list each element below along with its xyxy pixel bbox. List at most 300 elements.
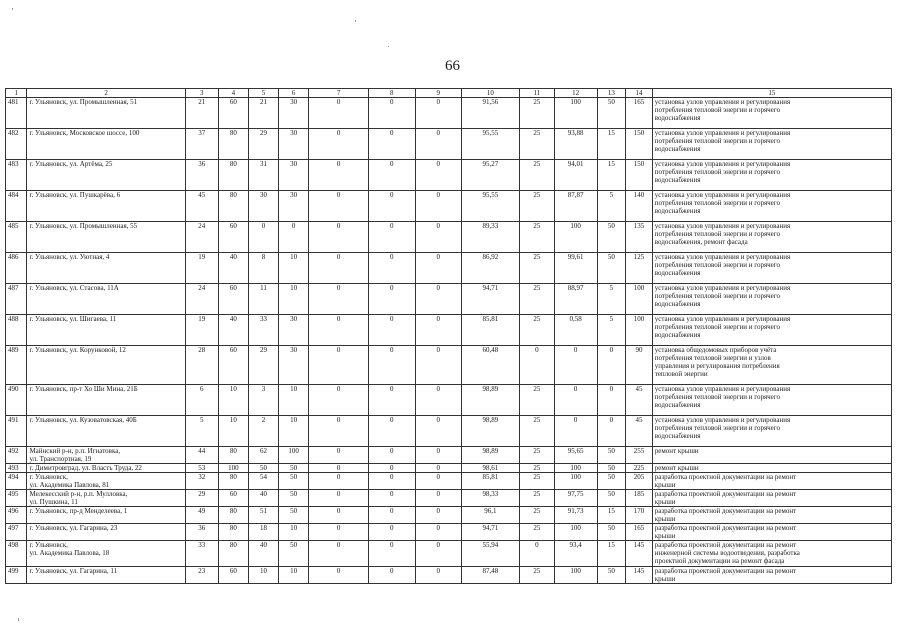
value-cell-c12: 95,65 — [554, 447, 597, 464]
value-cell-c8: 0 — [368, 541, 415, 567]
scan-speck — [18, 618, 19, 621]
table-row — [6, 129, 892, 160]
work-line: установка узлов управления и регулирования — [654, 385, 791, 393]
address-cell — [27, 160, 185, 191]
table-row — [6, 507, 892, 524]
value-cell-c3: 36 — [185, 524, 218, 541]
value-cell-c9: 0 — [415, 567, 461, 584]
address-line: г. Ульяновск, — [29, 541, 68, 549]
value-cell-c14: 165 — [626, 524, 653, 541]
col-header: 13 — [597, 89, 626, 98]
work-line: водоснабжения — [654, 269, 701, 277]
work-line: разработка проектной документации на ремонт — [654, 490, 797, 498]
value-cell-c14: 225 — [626, 464, 653, 473]
value-cell-c11: 25 — [519, 315, 554, 346]
value-cell-c14: 140 — [626, 191, 653, 222]
work-line: установка узлов управления и регулирования — [654, 253, 791, 261]
value-cell-c11: 25 — [519, 129, 554, 160]
value-cell-c11: 25 — [519, 253, 554, 284]
work-line: потребления тепловой энергии и горячего — [654, 292, 780, 300]
value-cell-c3: 44 — [185, 447, 218, 464]
value-cell-c13: 15 — [597, 160, 626, 191]
work-line: крыши — [654, 515, 676, 523]
value-cell-c11: 25 — [519, 490, 554, 507]
value-cell-c13: 15 — [597, 129, 626, 160]
table-row — [6, 524, 892, 541]
value-cell-c3: 28 — [185, 346, 218, 385]
value-cell-c11: 0 — [519, 541, 554, 567]
value-cell-c5: 31 — [249, 160, 279, 191]
value-cell-c14: 150 — [626, 129, 653, 160]
value-cell-c13: 50 — [597, 98, 626, 129]
value-cell-c4: 80 — [218, 541, 249, 567]
value-cell-c13: 50 — [597, 464, 626, 473]
value-cell-c14: 185 — [626, 490, 653, 507]
table-row — [6, 447, 892, 464]
value-cell-c14: 100 — [626, 284, 653, 315]
value-cell-c7: 0 — [309, 191, 368, 222]
col-header: 3 — [185, 89, 218, 98]
value-cell-c12: 100 — [554, 222, 597, 253]
value-cell-c7: 0 — [309, 160, 368, 191]
work-description-cell — [652, 253, 891, 284]
value-cell-c12: 100 — [554, 98, 597, 129]
value-cell-c5: 40 — [249, 541, 279, 567]
row-number: 490 — [6, 385, 27, 416]
row-number: 484 — [6, 191, 27, 222]
value-cell-c8: 0 — [368, 464, 415, 473]
address-cell — [27, 253, 185, 284]
value-cell-c13: 5 — [597, 315, 626, 346]
address-cell — [27, 315, 185, 346]
address-line: Майнский р-н, р.п. Игнатовка, — [29, 447, 121, 455]
work-line: крыши — [654, 481, 676, 489]
address-line: г. Ульяновск, ул. Гагарина, 23 — [29, 524, 118, 532]
value-cell-c3: 37 — [185, 129, 218, 160]
value-cell-c13: 0 — [597, 385, 626, 416]
col-header: 1 — [6, 89, 27, 98]
work-line: потребления тепловой энергии и горячего — [654, 261, 780, 269]
value-cell-c6: 30 — [278, 160, 309, 191]
work-line: водоснабжения — [654, 401, 701, 409]
value-cell-c12: 93,88 — [554, 129, 597, 160]
value-cell-c13: 50 — [597, 222, 626, 253]
value-cell-c8: 0 — [368, 160, 415, 191]
value-cell-c3: 49 — [185, 507, 218, 524]
table-row — [6, 346, 892, 385]
value-cell-c5: 40 — [249, 490, 279, 507]
row-number: 481 — [6, 98, 27, 129]
address-cell — [27, 416, 185, 447]
value-cell-c9: 0 — [415, 473, 461, 490]
value-cell-c10: 55,94 — [461, 541, 519, 567]
value-cell-c14: 145 — [626, 567, 653, 584]
work-line: установка узлов управления и регулирования — [654, 416, 791, 424]
value-cell-c8: 0 — [368, 98, 415, 129]
row-number: 498 — [6, 541, 27, 567]
address-line: г. Димитровград, ул. Власть Труда, 22 — [29, 464, 142, 472]
value-cell-c4: 60 — [218, 284, 249, 315]
value-cell-c3: 36 — [185, 160, 218, 191]
value-cell-c4: 80 — [218, 160, 249, 191]
work-line: разработка проектной документации на ремонт — [654, 541, 797, 549]
value-cell-c8: 0 — [368, 284, 415, 315]
work-description-cell — [652, 464, 891, 473]
work-line: разработка проектной документации на ремонт — [654, 567, 797, 575]
value-cell-c6: 50 — [278, 464, 309, 473]
value-cell-c12: 87,87 — [554, 191, 597, 222]
value-cell-c14: 135 — [626, 222, 653, 253]
work-line: крыши — [654, 532, 676, 540]
work-line: ремонт крыши — [654, 447, 699, 455]
value-cell-c9: 0 — [415, 98, 461, 129]
value-cell-c11: 25 — [519, 567, 554, 584]
value-cell-c11: 0 — [519, 346, 554, 385]
value-cell-c9: 0 — [415, 160, 461, 191]
work-description-cell — [652, 385, 891, 416]
value-cell-c12: 97,75 — [554, 490, 597, 507]
address-line: ул. Академика Павлова, 81 — [29, 481, 110, 489]
work-description-cell — [652, 129, 891, 160]
col-header: 4 — [218, 89, 249, 98]
address-line: Мелекесский р-н, р.п. Мулловка, — [29, 490, 128, 498]
value-cell-c12: 0 — [554, 416, 597, 447]
value-cell-c5: 30 — [249, 191, 279, 222]
table-row — [6, 541, 892, 567]
value-cell-c8: 0 — [368, 507, 415, 524]
value-cell-c9: 0 — [415, 222, 461, 253]
value-cell-c10: 95,27 — [461, 160, 519, 191]
col-header: 11 — [519, 89, 554, 98]
value-cell-c10: 85,81 — [461, 315, 519, 346]
value-cell-c14: 255 — [626, 447, 653, 464]
value-cell-c8: 0 — [368, 129, 415, 160]
value-cell-c11: 25 — [519, 464, 554, 473]
value-cell-c4: 60 — [218, 490, 249, 507]
value-cell-c10: 94,71 — [461, 524, 519, 541]
value-cell-c12: 93,4 — [554, 541, 597, 567]
value-cell-c4: 80 — [218, 473, 249, 490]
value-cell-c10: 98,89 — [461, 416, 519, 447]
table-body — [6, 98, 892, 584]
value-cell-c9: 0 — [415, 284, 461, 315]
value-cell-c7: 0 — [309, 567, 368, 584]
value-cell-c9: 0 — [415, 524, 461, 541]
value-cell-c6: 10 — [278, 524, 309, 541]
address-line: г. Ульяновск, ул. Промышленная, 51 — [29, 98, 138, 106]
work-line: крыши — [654, 575, 676, 583]
value-cell-c3: 19 — [185, 315, 218, 346]
work-description-cell — [652, 473, 891, 490]
address-line: ул. Транспортная, 19 — [29, 455, 92, 463]
work-line: установка узлов управления и регулирования — [654, 191, 791, 199]
row-number: 494 — [6, 473, 27, 490]
value-cell-c7: 0 — [309, 315, 368, 346]
address-line: г. Ульяновск, ул. Пушкарёва, 6 — [29, 191, 121, 199]
row-number: 495 — [6, 490, 27, 507]
table-row — [6, 416, 892, 447]
value-cell-c11: 25 — [519, 447, 554, 464]
work-description-cell — [652, 160, 891, 191]
work-description-cell — [652, 447, 891, 464]
row-number: 482 — [6, 129, 27, 160]
value-cell-c7: 0 — [309, 98, 368, 129]
value-cell-c13: 0 — [597, 416, 626, 447]
work-line: потребления тепловой энергии и горячего — [654, 137, 780, 145]
row-number: 483 — [6, 160, 27, 191]
work-line: ремонт крыши — [654, 464, 699, 472]
value-cell-c7: 0 — [309, 284, 368, 315]
value-cell-c14: 45 — [626, 416, 653, 447]
work-line: потребления тепловой энергии и горячего — [654, 106, 780, 114]
value-cell-c14: 100 — [626, 315, 653, 346]
col-header: 10 — [461, 89, 519, 98]
value-cell-c8: 0 — [368, 567, 415, 584]
value-cell-c7: 0 — [309, 416, 368, 447]
row-number: 487 — [6, 284, 27, 315]
value-cell-c4: 40 — [218, 253, 249, 284]
value-cell-c14: 150 — [626, 160, 653, 191]
value-cell-c3: 6 — [185, 385, 218, 416]
value-cell-c5: 62 — [249, 447, 279, 464]
table-row — [6, 473, 892, 490]
address-line: г. Ульяновск, пр-д Менделеева, 1 — [29, 507, 128, 515]
value-cell-c7: 0 — [309, 490, 368, 507]
value-cell-c13: 15 — [597, 541, 626, 567]
value-cell-c10: 95,55 — [461, 129, 519, 160]
value-cell-c10: 85,81 — [461, 473, 519, 490]
page-number: 66 — [445, 58, 460, 74]
value-cell-c6: 10 — [278, 567, 309, 584]
work-line: потребления тепловой энергии и узлов — [654, 354, 771, 362]
value-cell-c14: 45 — [626, 385, 653, 416]
value-cell-c9: 0 — [415, 541, 461, 567]
value-cell-c6: 10 — [278, 385, 309, 416]
value-cell-c8: 0 — [368, 315, 415, 346]
work-description-cell — [652, 315, 891, 346]
value-cell-c4: 60 — [218, 346, 249, 385]
value-cell-c5: 29 — [249, 346, 279, 385]
value-cell-c5: 10 — [249, 567, 279, 584]
work-line: управления и регулирования потребления — [654, 362, 780, 370]
address-cell — [27, 191, 185, 222]
work-line: потребления тепловой энергии и горячего — [654, 323, 780, 331]
address-line: г. Ульяновск, ул. Промышленная, 55 — [29, 222, 138, 230]
work-line: водоснабжения — [654, 114, 701, 122]
col-header: 8 — [368, 89, 415, 98]
table-row — [6, 464, 892, 473]
value-cell-c3: 53 — [185, 464, 218, 473]
address-cell — [27, 129, 185, 160]
value-cell-c13: 5 — [597, 284, 626, 315]
value-cell-c13: 0 — [597, 346, 626, 385]
address-line: г. Ульяновск, — [29, 473, 68, 481]
value-cell-c13: 50 — [597, 567, 626, 584]
work-line: водоснабжения — [654, 300, 701, 308]
address-cell — [27, 473, 185, 490]
value-cell-c12: 100 — [554, 464, 597, 473]
address-line: ул. Пушкина, 11 — [29, 498, 78, 506]
value-cell-c8: 0 — [368, 447, 415, 464]
value-cell-c5: 21 — [249, 98, 279, 129]
value-cell-c7: 0 — [309, 447, 368, 464]
value-cell-c9: 0 — [415, 464, 461, 473]
value-cell-c3: 33 — [185, 541, 218, 567]
value-cell-c6: 10 — [278, 253, 309, 284]
value-cell-c11: 25 — [519, 473, 554, 490]
value-cell-c4: 60 — [218, 222, 249, 253]
row-number: 499 — [6, 567, 27, 584]
value-cell-c13: 50 — [597, 490, 626, 507]
value-cell-c12: 0,58 — [554, 315, 597, 346]
value-cell-c5: 29 — [249, 129, 279, 160]
value-cell-c10: 98,89 — [461, 385, 519, 416]
work-line: потребления тепловой энергии и горячего — [654, 230, 780, 238]
value-cell-c6: 100 — [278, 447, 309, 464]
value-cell-c13: 15 — [597, 507, 626, 524]
row-number: 485 — [6, 222, 27, 253]
value-cell-c7: 0 — [309, 222, 368, 253]
value-cell-c11: 25 — [519, 98, 554, 129]
address-cell — [27, 447, 185, 464]
value-cell-c6: 50 — [278, 507, 309, 524]
value-cell-c9: 0 — [415, 346, 461, 385]
value-cell-c13: 50 — [597, 473, 626, 490]
scan-speck — [12, 8, 13, 10]
value-cell-c5: 3 — [249, 385, 279, 416]
value-cell-c14: 165 — [626, 98, 653, 129]
value-cell-c5: 11 — [249, 284, 279, 315]
value-cell-c4: 60 — [218, 567, 249, 584]
work-description-cell — [652, 346, 891, 385]
work-line: водоснабжения — [654, 176, 701, 184]
work-line: потребления тепловой энергии и горячего — [654, 424, 780, 432]
scan-speck — [355, 20, 356, 22]
col-header: 5 — [249, 89, 279, 98]
value-cell-c13: 50 — [597, 524, 626, 541]
value-cell-c12: 100 — [554, 567, 597, 584]
value-cell-c7: 0 — [309, 473, 368, 490]
address-cell — [27, 541, 185, 567]
value-cell-c5: 18 — [249, 524, 279, 541]
work-line: потребления тепловой энергии и горячего — [654, 393, 780, 401]
work-line: инженерной системы водоотведения, разработка — [654, 549, 800, 557]
work-line: установка узлов управления и регулирования — [654, 284, 791, 292]
value-cell-c6: 0 — [278, 222, 309, 253]
work-description-cell — [652, 416, 891, 447]
value-cell-c12: 0 — [554, 385, 597, 416]
row-number: 489 — [6, 346, 27, 385]
value-cell-c4: 80 — [218, 191, 249, 222]
value-cell-c9: 0 — [415, 315, 461, 346]
work-line: потребления тепловой энергии и горячего — [654, 168, 780, 176]
value-cell-c10: 94,71 — [461, 284, 519, 315]
value-cell-c11: 25 — [519, 191, 554, 222]
value-cell-c8: 0 — [368, 385, 415, 416]
work-line: установка узлов управления и регулирования — [654, 222, 791, 230]
value-cell-c14: 205 — [626, 473, 653, 490]
value-cell-c5: 8 — [249, 253, 279, 284]
value-cell-c12: 0 — [554, 346, 597, 385]
value-cell-c4: 80 — [218, 129, 249, 160]
address-line: г. Ульяновск, пр-т Хо Ши Мина, 21Б — [29, 385, 138, 393]
value-cell-c6: 30 — [278, 98, 309, 129]
value-cell-c5: 51 — [249, 507, 279, 524]
work-line: тепловой энергии — [654, 370, 708, 378]
work-line: водоснабжения — [654, 207, 701, 215]
value-cell-c6: 50 — [278, 541, 309, 567]
value-cell-c3: 32 — [185, 473, 218, 490]
value-cell-c9: 0 — [415, 253, 461, 284]
value-cell-c10: 96,1 — [461, 507, 519, 524]
row-number: 496 — [6, 507, 27, 524]
value-cell-c9: 0 — [415, 129, 461, 160]
col-header: 15 — [652, 89, 891, 98]
value-cell-c11: 25 — [519, 507, 554, 524]
value-cell-c3: 21 — [185, 98, 218, 129]
address-cell — [27, 346, 185, 385]
address-cell — [27, 490, 185, 507]
value-cell-c10: 98,89 — [461, 447, 519, 464]
address-line: г. Ульяновск, ул. Корунковой, 12 — [29, 346, 126, 354]
value-cell-c4: 60 — [218, 98, 249, 129]
value-cell-c6: 30 — [278, 346, 309, 385]
value-cell-c4: 40 — [218, 315, 249, 346]
work-line: проектной документации на ремонт фасада — [654, 557, 785, 565]
value-cell-c8: 0 — [368, 524, 415, 541]
value-cell-c12: 100 — [554, 524, 597, 541]
work-line: установка узлов управления и регулирования — [654, 98, 791, 106]
value-cell-c10: 98,33 — [461, 490, 519, 507]
col-header: 12 — [554, 89, 597, 98]
value-cell-c4: 80 — [218, 507, 249, 524]
value-cell-c7: 0 — [309, 253, 368, 284]
work-line: водоснабжения — [654, 432, 701, 440]
address-cell — [27, 524, 185, 541]
value-cell-c13: 5 — [597, 191, 626, 222]
register-table — [5, 88, 892, 584]
scan-speck — [388, 46, 389, 47]
value-cell-c6: 30 — [278, 129, 309, 160]
value-cell-c14: 90 — [626, 346, 653, 385]
value-cell-c4: 80 — [218, 447, 249, 464]
value-cell-c9: 0 — [415, 507, 461, 524]
value-cell-c9: 0 — [415, 385, 461, 416]
work-line: разработка проектной документации на ремонт — [654, 524, 797, 532]
value-cell-c10: 89,33 — [461, 222, 519, 253]
col-header: 14 — [626, 89, 653, 98]
work-line: установка узлов управления и регулирования — [654, 160, 791, 168]
value-cell-c8: 0 — [368, 490, 415, 507]
work-description-cell — [652, 541, 891, 567]
work-description-cell — [652, 524, 891, 541]
address-cell — [27, 98, 185, 129]
value-cell-c3: 29 — [185, 490, 218, 507]
address-cell — [27, 284, 185, 315]
work-description-cell — [652, 191, 891, 222]
address-line: г. Ульяновск, ул. Уютная, 4 — [29, 253, 110, 261]
address-line: ул. Академика Павлова, 18 — [29, 549, 110, 557]
work-line: разработка проектной документации на ремонт — [654, 473, 797, 481]
value-cell-c3: 24 — [185, 222, 218, 253]
address-cell — [27, 507, 185, 524]
work-description-cell — [652, 98, 891, 129]
value-cell-c8: 0 — [368, 416, 415, 447]
value-cell-c11: 25 — [519, 284, 554, 315]
value-cell-c7: 0 — [309, 346, 368, 385]
value-cell-c5: 50 — [249, 464, 279, 473]
value-cell-c3: 19 — [185, 253, 218, 284]
